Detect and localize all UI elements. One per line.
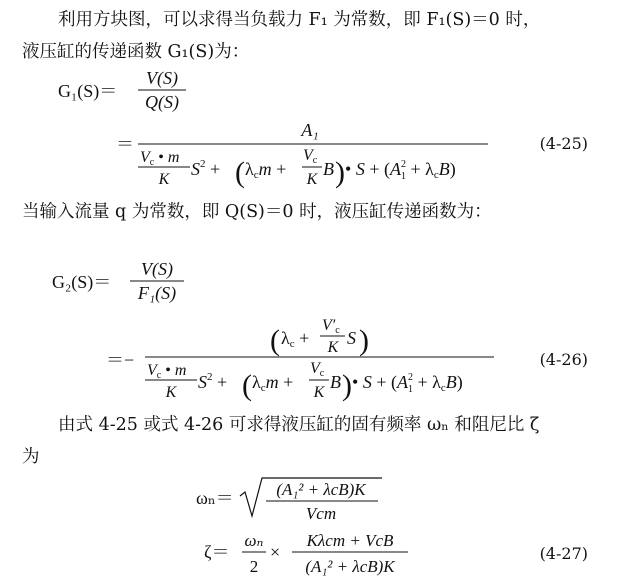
paragraph-3-line-2: 为 [22,447,40,467]
equation-4-25 [58,68,488,189]
svg-text:S2 +: $S^2$ + [198,371,228,392]
zeta-frac1-numerator: ωₙ [244,531,264,550]
equation-number-4-27: (4-27) [539,544,588,563]
paragraph-2: 当输入流量 q 为常数，即 Q(S)＝0 时，液压缸传递函数为： [22,202,492,222]
svg-text:K: K [313,384,325,401]
svg-text:B: B [323,159,334,179]
omega-lhs: ωₙ＝ [196,488,234,508]
eq2-frac1-denominator: F₁(S) [137,283,177,303]
svg-text:• S + (A21 + λcB): • $S + (A^2$ 1 + λcB) [345,159,456,182]
svg-text:• S + (A21 + λcB): • $S + (A^2$ 1 + λcB) [352,372,463,395]
eq1-frac1-denominator: Q(S) [145,92,179,112]
svg-text:): ) [359,324,369,357]
svg-text:K: K [158,171,170,188]
zeta-frac2-numerator: Kλcm + VcB [306,531,394,550]
svg-text:K: K [306,171,318,188]
svg-text:Vc: Vc [310,360,325,379]
paragraph-3-line-1: 由式 4-25 或式 4-26 可求得液压缸的固有频率 ωₙ 和阻尼比 ζ [58,415,540,435]
equation-number-4-25: (4-25) [539,134,588,153]
svg-text:(: ( [270,324,280,357]
eq1-numerator: A₁ [301,120,319,140]
svg-text:S2 +: $S^2$ + [191,158,221,179]
equation-4-26 [52,259,494,402]
svg-text:B: B [330,372,341,392]
svg-text:V′c: V′c [322,317,340,336]
eq1-denominator [138,147,456,189]
zeta-frac2-denominator: (A₁² + λcB)K [305,557,395,576]
svg-text:K: K [327,339,339,356]
svg-text:Vc • m: Vc • m [147,362,187,381]
svg-text:(: ( [242,369,252,402]
svg-text:): ) [342,369,352,402]
natural-frequency-formula [196,478,382,523]
svg-text:λc +: λc + [281,328,310,350]
eq1-lhs: G₁(S)＝ [58,81,118,101]
omega-denominator: Vcm [305,504,337,523]
eq1-right-paren: ) [335,156,345,189]
paragraph-1-line-2: 液压缸的传递函数 G₁(S)为： [22,42,250,62]
svg-text:λcm +: λcm + [245,159,287,181]
svg-text:Vc • m: Vc • m [140,149,180,168]
eq2-numerator [270,317,369,357]
eq1-equals: ＝ [116,134,134,154]
svg-text:K: K [165,384,177,401]
eq2-lhs: G₂(S)＝ [52,272,112,292]
eq2-frac1-numerator: V(S) [141,259,173,279]
eq2-denominator [145,360,463,402]
svg-text:Vc: Vc [303,147,318,166]
damping-ratio-formula [204,531,408,576]
zeta-frac1-denominator: 2 [249,557,259,576]
zeta-times: × [270,542,281,562]
eq2-equals-minus: ＝− [106,350,135,370]
omega-numerator: (A₁² + λcB)K [276,480,366,499]
equation-number-4-26: (4-26) [539,350,588,369]
paragraph-1-line-1: 利用方块图，可以求得当负载力 F₁ 为常数，即 F₁(S)＝0 时， [58,10,541,30]
eq1-left-paren: ( [235,156,245,189]
eq1-frac1-numerator: V(S) [146,68,178,88]
zeta-lhs: ζ＝ [204,542,230,562]
svg-text:S: S [347,328,356,348]
svg-text:λcm +: λcm + [252,372,294,394]
